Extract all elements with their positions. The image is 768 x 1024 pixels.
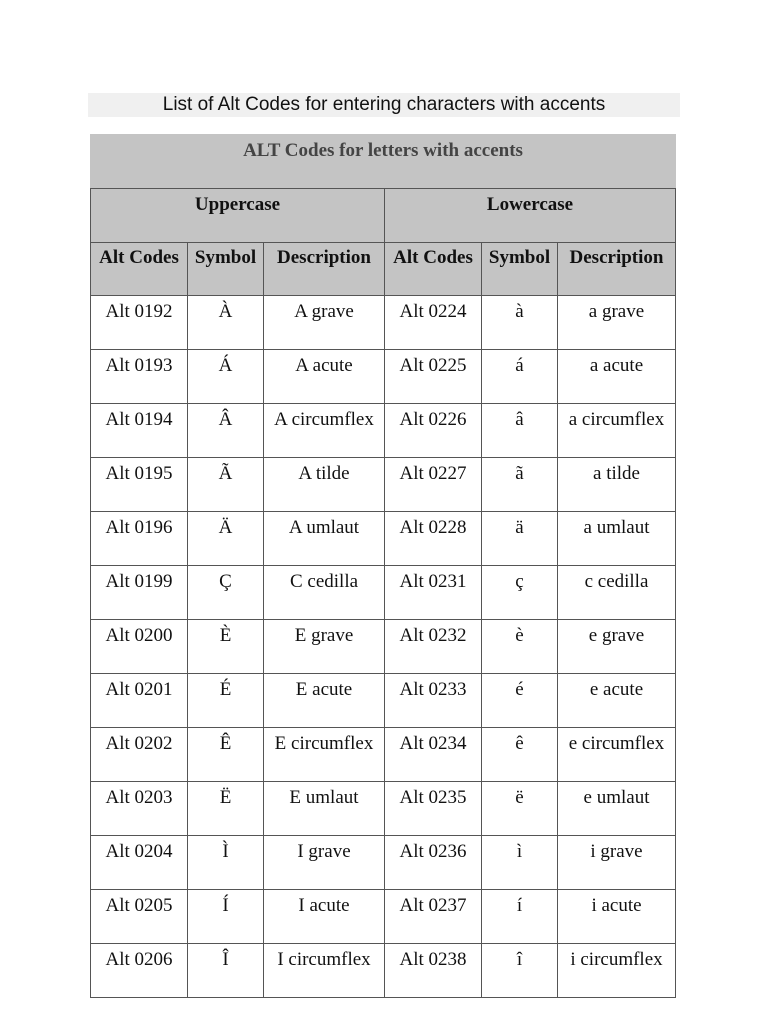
column-header-uppercase-description: Description <box>264 243 385 296</box>
lowercase-alt-code-cell: Alt 0232 <box>385 620 482 674</box>
lowercase-description-cell: a circumflex <box>558 404 676 458</box>
lowercase-description-cell: i circumflex <box>558 944 676 998</box>
uppercase-description-cell: A tilde <box>264 458 385 512</box>
lowercase-alt-code-cell: Alt 0227 <box>385 458 482 512</box>
lowercase-description-cell: a umlaut <box>558 512 676 566</box>
uppercase-alt-code-cell: Alt 0195 <box>91 458 188 512</box>
table-row <box>91 782 676 836</box>
uppercase-description-cell: C cedilla <box>264 566 385 620</box>
uppercase-symbol-cell: É <box>188 674 264 728</box>
uppercase-alt-code-cell: Alt 0194 <box>91 404 188 458</box>
uppercase-symbol-cell: À <box>188 296 264 350</box>
lowercase-symbol-cell: ì <box>482 836 558 890</box>
table-row <box>91 620 676 674</box>
table-row <box>91 512 676 566</box>
lowercase-symbol-cell: è <box>482 620 558 674</box>
lowercase-symbol-cell: ç <box>482 566 558 620</box>
uppercase-alt-code-cell: Alt 0204 <box>91 836 188 890</box>
lowercase-alt-code-cell: Alt 0235 <box>385 782 482 836</box>
lowercase-alt-code-cell: Alt 0225 <box>385 350 482 404</box>
uppercase-description-cell: E grave <box>264 620 385 674</box>
lowercase-alt-code-cell: Alt 0226 <box>385 404 482 458</box>
uppercase-symbol-cell: Î <box>188 944 264 998</box>
table-row <box>91 890 676 944</box>
lowercase-alt-code-cell: Alt 0238 <box>385 944 482 998</box>
lowercase-alt-code-cell: Alt 0231 <box>385 566 482 620</box>
lowercase-description-cell: e circumflex <box>558 728 676 782</box>
uppercase-description-cell: E circumflex <box>264 728 385 782</box>
uppercase-alt-code-cell: Alt 0201 <box>91 674 188 728</box>
uppercase-symbol-cell: È <box>188 620 264 674</box>
lowercase-alt-code-cell: Alt 0234 <box>385 728 482 782</box>
uppercase-description-cell: A acute <box>264 350 385 404</box>
uppercase-alt-code-cell: Alt 0205 <box>91 890 188 944</box>
uppercase-symbol-cell: Ç <box>188 566 264 620</box>
column-header-lowercase-symbol: Symbol <box>482 243 558 296</box>
uppercase-description-cell: E acute <box>264 674 385 728</box>
uppercase-symbol-cell: Â <box>188 404 264 458</box>
uppercase-alt-code-cell: Alt 0200 <box>91 620 188 674</box>
uppercase-symbol-cell: Ä <box>188 512 264 566</box>
lowercase-symbol-cell: é <box>482 674 558 728</box>
column-header-uppercase-alt-codes: Alt Codes <box>91 243 188 296</box>
lowercase-symbol-cell: à <box>482 296 558 350</box>
table-row <box>91 836 676 890</box>
uppercase-group-header: Uppercase <box>91 189 385 243</box>
uppercase-description-cell: A umlaut <box>264 512 385 566</box>
uppercase-alt-code-cell: Alt 0196 <box>91 512 188 566</box>
lowercase-description-cell: a grave <box>558 296 676 350</box>
uppercase-symbol-cell: Ê <box>188 728 264 782</box>
uppercase-alt-code-cell: Alt 0193 <box>91 350 188 404</box>
lowercase-symbol-cell: ä <box>482 512 558 566</box>
lowercase-description-cell: i acute <box>558 890 676 944</box>
lowercase-symbol-cell: î <box>482 944 558 998</box>
lowercase-symbol-cell: í <box>482 890 558 944</box>
column-header-lowercase-alt-codes: Alt Codes <box>385 243 482 296</box>
uppercase-symbol-cell: Á <box>188 350 264 404</box>
lowercase-symbol-cell: ê <box>482 728 558 782</box>
uppercase-symbol-cell: Í <box>188 890 264 944</box>
uppercase-description-cell: I circumflex <box>264 944 385 998</box>
lowercase-alt-code-cell: Alt 0237 <box>385 890 482 944</box>
page-title: List of Alt Codes for entering characters with accents <box>88 93 680 117</box>
table-body <box>91 296 676 998</box>
table-row <box>91 566 676 620</box>
table-row <box>91 944 676 998</box>
uppercase-alt-code-cell: Alt 0203 <box>91 782 188 836</box>
table-caption: ALT Codes for letters with accents <box>91 135 676 189</box>
lowercase-symbol-cell: á <box>482 350 558 404</box>
lowercase-description-cell: e grave <box>558 620 676 674</box>
lowercase-symbol-cell: â <box>482 404 558 458</box>
lowercase-symbol-cell: ã <box>482 458 558 512</box>
lowercase-group-header: Lowercase <box>385 189 676 243</box>
uppercase-description-cell: I acute <box>264 890 385 944</box>
lowercase-description-cell: a tilde <box>558 458 676 512</box>
table-row <box>91 674 676 728</box>
uppercase-symbol-cell: Ì <box>188 836 264 890</box>
lowercase-alt-code-cell: Alt 0233 <box>385 674 482 728</box>
uppercase-alt-code-cell: Alt 0192 <box>91 296 188 350</box>
table-row <box>91 350 676 404</box>
uppercase-alt-code-cell: Alt 0202 <box>91 728 188 782</box>
uppercase-description-cell: I grave <box>264 836 385 890</box>
table-row <box>91 728 676 782</box>
lowercase-alt-code-cell: Alt 0236 <box>385 836 482 890</box>
uppercase-symbol-cell: Ã <box>188 458 264 512</box>
lowercase-description-cell: e umlaut <box>558 782 676 836</box>
uppercase-alt-code-cell: Alt 0199 <box>91 566 188 620</box>
table-row <box>91 404 676 458</box>
uppercase-symbol-cell: Ë <box>188 782 264 836</box>
lowercase-description-cell: e acute <box>558 674 676 728</box>
column-header-lowercase-description: Description <box>558 243 676 296</box>
lowercase-symbol-cell: ë <box>482 782 558 836</box>
uppercase-description-cell: A grave <box>264 296 385 350</box>
uppercase-description-cell: A circumflex <box>264 404 385 458</box>
lowercase-description-cell: a acute <box>558 350 676 404</box>
uppercase-alt-code-cell: Alt 0206 <box>91 944 188 998</box>
uppercase-description-cell: E umlaut <box>264 782 385 836</box>
lowercase-alt-code-cell: Alt 0228 <box>385 512 482 566</box>
table-row <box>91 296 676 350</box>
lowercase-description-cell: c cedilla <box>558 566 676 620</box>
lowercase-alt-code-cell: Alt 0224 <box>385 296 482 350</box>
alt-codes-table <box>90 134 676 998</box>
table-row <box>91 458 676 512</box>
lowercase-description-cell: i grave <box>558 836 676 890</box>
column-header-uppercase-symbol: Symbol <box>188 243 264 296</box>
